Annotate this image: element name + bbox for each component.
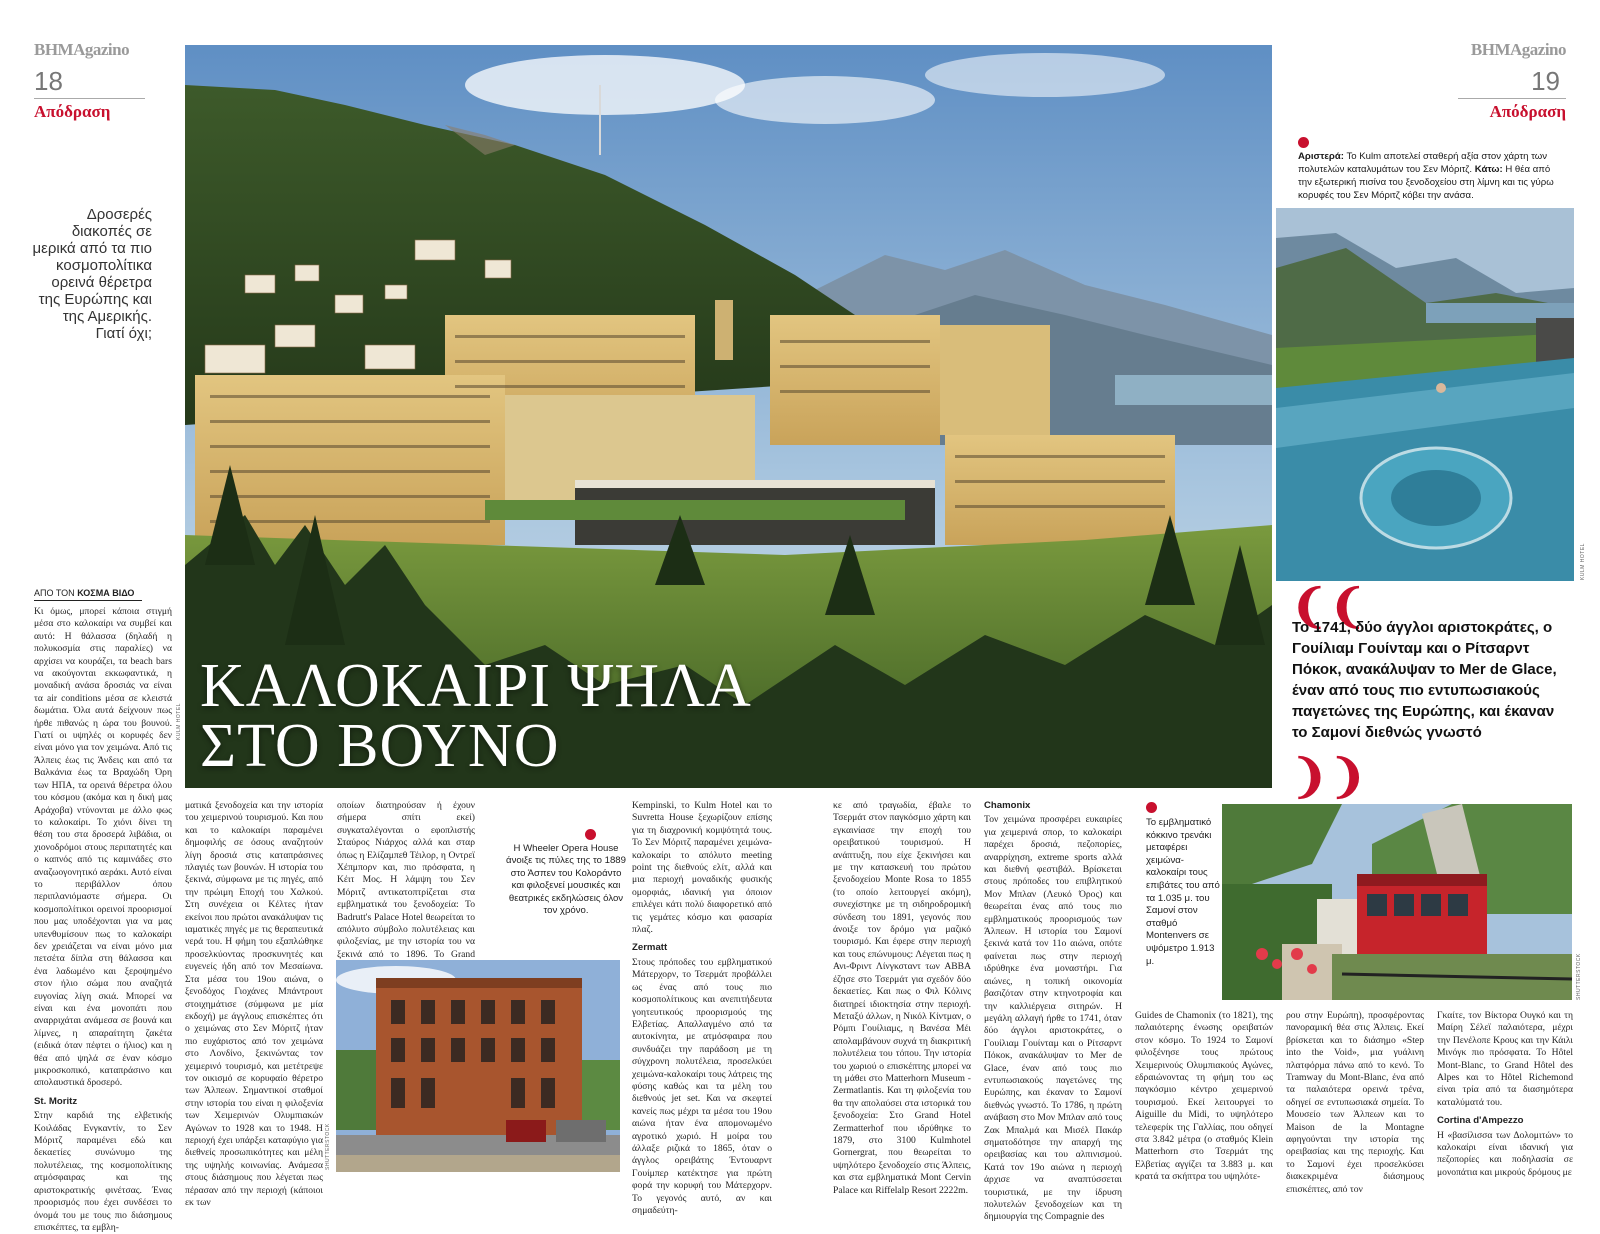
header-rule-left [34, 98, 145, 99]
pool-photo [1276, 208, 1574, 581]
body-column-5 [833, 800, 971, 1194]
quote-open-mark: ❨❨ [1290, 581, 1368, 632]
body-paragraph: Kempinski, το Kulm Hotel και το Suvretta House ξεχωρίζουν επίσης για τη διαχρονική κομψότητά τους. Το Σεν Μόριτζ παραμένει χειμώνα-καλοκαίρι το απόλυτο meeting point της διεθνούς ελίτ, αλλά και μια περιοχή μοναδικής φυσικής ομορφιάς, ιδανική για όποιον επιλέγει κάτι πολύ διαφορετικό από τις γεμάτες κόσμο και φασαρία πλαζ. [632, 800, 772, 936]
headline-line-2: ΣΤΟ ΒΟΥΝΟ [200, 712, 560, 780]
body-column-3 [337, 800, 475, 960]
caption-bullet-train [1146, 802, 1157, 813]
subhead-chamonix: Chamonix [984, 800, 1031, 811]
caption-pool [1298, 150, 1560, 202]
page-number-right: 19 [1531, 66, 1560, 96]
body-paragraph: Κι όμως, μπορεί κάποια στιγμή μέσα στο καλοκαίρι να συμβεί και αυτό: Η θάλασσα (δηλαδή η πολυκοσμία στις παραλίες) να αρχίσει να κουράζει, τα beach bars να ακούγονται εκκωφαντικά, η μοναδική ανάσα δροσιάς να είναι τα air conditions μέσα σε κλειστά δωμάτια. Όλα αυτά δείχνουν πως ήρθε πιθανώς η ώρα του βουνού. Γιατί οι υψηλές οι κορυφές δεν είναι μόνο για τον χειμώνα. Από τις Άλπεις έως τις Άνδεις και από τα Βαλκάνια έως τα Βραχώδη Όρη των ΗΠΑ, τα ορεινά θέρετρα όλου του κόσμου (ακόμα και η δική μας Αράχοβα) ντύνονται με άλλο φως το καλοκαίρι. Το χιόνι δίνει τη θέση του στα δροσερά λιβάδια, οι χιονοδρόμοι στους περιπατητές και ο καπνός από τις καμινάδες στο αναζωογονητικό αεράκι. Αυτό είναι το περιβάλλον όπου περιπλανιόμαστε σήμερα. Οι κοσμοπολίτικοι ορεινοί προορισμοί που μας υποδέχονται για να μας υπενθυμίσουν πως το καλοκαίρι δεν χρειάζεται να είναι μόνο μια πετσέτα δίπλα στη θάλασσα και ένα λαδωμένο και ξεροψημένο στον ήλιο σώμα που αναζητά ευγονίας λίγη σκιά. Μπορεί να είναι και ένα μονοπάτι που αναρριχάται ανάμεσα σε βουνά και λίμνες, η απαραίτητη ζακέτα (ειδικά όταν πέφτει ο ήλιος) και η θέα από ψηλά σε έναν κόσμο μικροσκοπικό, καταπράσινο και απολαυστικά δροσερό. [34, 606, 172, 1089]
caption-train: Το εμβληματικό κόκκινο τρενάκι μεταφέρει χειμώνα-καλοκαίρι τους επιβάτες του από τα 1.035 μ. του Σαμονί στον σταθμό Montenvers σε υψόμετρο 1.913 μ. [1146, 817, 1220, 967]
train-photo [1222, 804, 1572, 1000]
subhead-zermatt: Zermatt [632, 942, 668, 954]
section-label-right: Απόδραση [1489, 102, 1566, 121]
caption-bullet-opera [585, 829, 596, 840]
body-column-8 [1286, 1010, 1424, 1194]
body-column-6 [984, 800, 1122, 1223]
caption-pool-text-left: Το Kulm αποτελεί σταθερή αξία στον χάρτη των πολυτελών καταλυμάτων του Σεν Μόριτζ. [1298, 151, 1548, 175]
caption-bullet-pool [1298, 137, 1309, 148]
body-paragraph: Στην καρδιά της ελβετικής Κοιλάδας Ενγκαντίν, το Σεν Μόριτζ παραμένει εδώ και δεκαετίες συνώνυμο της πολυτέλειας, της κοσμοπολίτικης ατμόσφαιρας και της αριστοκρατικής φινέτσας. Ένας προορισμός που έχει συνδέσει το όνομά του με τους πιο διάσημους επισκέπτες, τα εμβλη- [34, 1110, 172, 1233]
caption-pool-label-left: Αριστερά: [1298, 151, 1344, 162]
page-number-left: 18 [34, 66, 63, 96]
body-paragraph: ρου στην Ευρώπη), προσφέροντας πανοραμική θέα στις Άλπεις. Εκεί βρίσκεται και το διάσημο «Step into the Void», μια γυάλινη πλατφόρμα πάνω από το κενό. Το Tramway du Mont-Blanc, ένα από τα παλαιότερα ορεινά τρένα, οδηγεί σε εντυπωσιακά σημεία. Το Μουσείο των Άλπεων και το Maison de la Montagne αφηγούνται την ιστορία της ορειβασίας και της περιοχής. Και το Σαμονί έχει προσελκύσει διακεκριμένα διάσημους επισκέπτες, από τον [1286, 1010, 1424, 1195]
body-paragraph: Guides de Chamonix (το 1821), της παλαιότερης ένωσης ορειβατών στον κόσμο. Το 1924 το Σαμονί φιλοξένησε τους πρώτους Χειμερινούς Ολυμπιακούς Αγώνες, εδραιώνοντας τη φήμη του ως παγκόσμιο κέντρο χειμερινού τουρισμού. Εκεί λειτουργεί το Aiguille du Midi, το υψηλότερο τελεφερίκ της Γαλλίας, που οδηγεί στα 3.842 μέτρα (ο σταθμός Klein Matterhorn στο Τσερμάτ της Ελβετίας αγγίζει τα 3.883 μ. και κρατά τα σκήπτρα του υψηλότε- [1135, 1010, 1273, 1183]
magazine-brand-left: ΒΗΜΑgazino [34, 40, 130, 59]
magazine-brand-right: ΒΗΜΑgazino [1470, 40, 1566, 59]
header-rule-right [1458, 98, 1566, 99]
byline [34, 588, 142, 601]
caption-opera: Η Wheeler Opera House άνοιξε τις πύλες της το 1889 στο Άσπεν του Κολοράντο και φιλοξενεί μουσικές και θεατρικές εκδηλώσεις όλον τον χρόνο. [506, 843, 626, 917]
body-column-2 [185, 800, 323, 1208]
body-paragraph: ματικά ξενοδοχεία και την ιστορία του χειμερινού τουρισμού. Και που και το καλοκαίρι παραμένει δημοφιλής σε όσους αναζητούν λίγη δροσιά στις καταπράσινες πλαγιές των βουνών. Η ιστορία του ξεκινά, σύμφωνα με τις πηγές, από την πρώιμη Εποχή του Χαλκού. Στη συνέχεια οι Κέλτες ήταν εκείνοι που πρώτοι ανακάλυψαν τις ιαματικές πηγές με τις θεραπευτικά νερά του. Η φήμη του εξαπλώθηκε προσελκύοντας προσκυνητές και ευγενείς ήδη από τον Μεσαίωνα. Στα μέσα του 19ου αιώνα, ο ξενοδόχος Γιοχάνες Μπάντρουτ στοιχημάτισε (σύμφωνα με μία εκδοχή) με άγγλους επισκέπτες ότι ο χειμώνας στο Σεν Μόριτζ ήταν πιο ευχάριστος από τον χειμώνα στο Λονδίνο, ξεκινώντας τον χειμερινό τουρισμό, και μετέτρεψε τον οικισμό σε κορυφαίο θέρετρο των Άλπεων. Σημαντικοί σταθμοί στην ιστορία του είναι η φιλοξενία των Χειμερινών Ολυμπιακών Αγώνων το 1928 και το 1948. Η περιοχή έχει υπάρξει καταφύγιο για διεθνείς προσωπικότητες και μέλη της υψηλής κοινωνίας. Ανάμεσα στους διάσημους που λέγεται πως πέρασαν από την περιοχή (κάποιοι εκ των [185, 800, 323, 1208]
body-paragraph: κε από τραγωδία, έβαλε το Τσερμάτ στον παγκόσμιο χάρτη και εγκαινίασε την εποχή του ορειβατικού τουρισμού. Η ανάπτυξη, που είχε ξεκινήσει και με την κατασκευή του πρώτου ξενοδοχείου Monte Rosa το 1855 (το οποίο λειτουργεί ακόμη), συνεχίστηκε με τη σιδηροδρομική σύνδεση του 1891, γεγονός που άνοιξε τον δρόμο για μαζικό τουρισμό. Και έφερε στην περιοχή και τους επώνυμους: Λέγεται πως η Ανι-Φριντ Λίνγκσταντ των ABBA έζησε στο Τσερμάτ για σχεδόν δύο δεκαετίες. Και πως ο Φιλ Κόλινς διατηρεί ιδιοκτησία στην περιοχή. Μεταξύ άλλων, η Νικόλ Κίντμαν, ο Ρόμπι Γουίλιαμς, η Βανέσα Μέι απολαμβάνουν συχνά τη διακριτική πολυτέλεια του τόπου. Την ιστορία του χωριού ο επισκέπτης μπορεί να τη μάθει στο Matterhorn Museum - Zermatlantis. Και τη φιλοξενία του θα την απολαύσει στα ιστορικά του ξενοδοχεία: Στο Grand Hotel Zermatterhof που ιδρύθηκε το 1879, στο 3100 Kulmhotel Gornergrat, που θεωρείται το υψηλότερο ξενοδοχείο στις Άλπεις, και στα εμβληματικά Mont Cervin Palace και Riffelalp Resort 2222m. [833, 800, 971, 1196]
headline-line-1: ΚΑΛΟΚΑΙΡΙ ΨΗΛΑ [200, 652, 752, 720]
caption-pool-text-down: Η θέα από την εξωτερική πισίνα του ξενοδοχείου στη λίμνη και τις γύρω κορυφές του Σεν Μόριτζ κόβει την ανάσα. [1298, 164, 1554, 201]
caption-pool-label-down: Κάτω: [1472, 164, 1503, 175]
photo-credit-opera: SHUTTERSTOCK [325, 1123, 331, 1170]
body-paragraph: Η «βασίλισσα των Δολομιτών» το καλοκαίρι είναι ιδανική για πεζοπορίες και ποδηλασία σε μονοπάτια και μικρούς δρόμους με [1437, 1129, 1573, 1178]
photo-credit-pool: KULM HOTEL [1580, 543, 1586, 580]
photo-credit-hero: KULM HOTEL [176, 703, 182, 740]
quote-close-mark: ❩❩ [1290, 751, 1368, 802]
body-paragraph: οποίων διατηρούσαν ή έχουν σήμερα σπίτι εκεί) συγκαταλέγονται ο εφοπλιστής Σταύρος Νιάρχος αλλά και σταρ όπως η Ελίζαμπεθ Τέιλορ, η Οντρεϊ Χέπμπορν και, πιο πρόσφατα, η Κέιτ Μος. Η λάμψη του Σεν Μόριτζ αντικατοπτρίζεται στα εμβληματικά του ξενοδοχεία: Το Badrutt's Palace Hotel θεωρείται το απόλυτο σύμβολο πολυτέλειας και φιλοξενίας, με την ιστορία του να ξεκινά από το 1896. Το Grand [337, 800, 475, 960]
body-column-4 [632, 800, 772, 1216]
body-column-9 [1437, 1010, 1573, 1194]
photo-credit-train: SHUTTERSTOCK [1576, 953, 1582, 1000]
body-paragraph: Γκαίτε, τον Βίκτορα Ουγκό και τη Μαίρη Σέλεϊ παλαιότερα, μέχρι την Πενέλοπε Κρους και την Κάιλι Μινόγκ πιο πρόσφατα. Το Hôtel Mont-Blanc, το Grand Hôtel des Alpes και το Hôtel Richemond είναι τρία από τα διασημότερα καταλύματά του. [1437, 1010, 1573, 1108]
body-paragraph: Τον χειμώνα προσφέρει ευκαιρίες για χειμερινά σπορ, το καλοκαίρι παρέχει δροσιά, πεζοπορίες, αναρρίχηση, extreme sports αλλά και διεθνή φεστιβάλ. Βρίσκεται στους πρόποδες του επιβλητικού Μον Μπλαν (Λευκό Όρος) και θεωρείται ένας από τους πιο εμβληματικούς προορισμούς των Άλπεων. Η ιστορία του Σαμονί ξεκινά κατά τον 11ο αιώνα, οπότε φαίνεται πως στην περιοχή ιδρύθηκε ένα μοναστήρι. Για αιώνες, η τοπική οικονομία βασιζόταν στην κτηνοτροφία και την καλλιέργεια σιτηρών. Η μεγάλη αλλαγή ήρθε το 1741, όταν δύο άγγλοι αριστοκράτες, ο Γουίλιαμ Γουίνταμ και ο Ρίτσαρντ Πόκοκ, ανακάλυψαν το Mer de Glace, έναν από τους πιο εντυπωσιακούς παγετώνες της Ευρώπης, και έκαναν το Σαμονί διεθνώς γνωστό. Το 1786, η πρώτη ανάβαση στο Μον Μπλαν από τους Ζακ Μπαλμά και Μισέλ Πακάρ σηματοδότησε την απαρχή της ορειβασίας και του αλπινισμού. Κατά τον 19ο αιώνα η περιοχή άρχισε να αναπτύσσεται τουριστικά, με την ίδρυση πολυτελών ξενοδοχείων και τη δημιουργία της Compagnie des [984, 814, 1122, 1223]
body-paragraph: Στους πρόποδες του εμβληματικού Μάτερχορν, το Τσερμάτ προβάλλει ως ένας από τους πιο κοσμοπολίτικους και ανεπιτήδευτα γοητευτικούς προορισμούς της Ελβετίας. Απαλλαγμένο από τα αυτοκίνητα, με ατμόσφαιρα που συνδυάζει την παράδοση με τη σύγχρονη πολυτέλεια, προσελκύει χειμώνα-καλοκαίρι τους λάτρεις της φύσης καθώς και τα μέλη του διεθνούς jet set. Και να σκεφτεί κανείς πως μέχρι τα μέσα του 19ου αιώνα ήταν ένα απομονωμένο αγροτικό χωριό. Η μοίρα του άλλαξε ριζικά το 1865, όταν ο άγγλος ορειβάτης Έντουαρντ Γουίμπερ κατέκτησε για πρώτη φορά την κορυφή του Μάτερχορν. Το γεγονός αυτό, αν και σημαδεύτη- [632, 956, 772, 1216]
article-deck: Δροσερές διακοπές σε μερικά από τα πιο κοσμοπολίτικα ορεινά θέρετρα της Ευρώπης και της Αμερικής. Γιατί όχι; [32, 206, 152, 342]
subhead-cortina: Cortina d'Ampezzo [1437, 1115, 1524, 1127]
body-column-7 [1135, 1010, 1273, 1194]
body-column-1 [34, 606, 172, 1233]
opera-house-photo [336, 960, 620, 1172]
byline-prefix: ΑΠΟ ΤΟΝ [34, 588, 75, 598]
article-headline [200, 652, 752, 780]
subhead-st-moritz: St. Moritz [34, 1095, 78, 1107]
pull-quote: Το 1741, δύο άγγλοι αριστοκράτες, ο Γουίλιαμ Γουίνταμ και ο Ρίτσαρντ Πόκοκ, ανακάλυψαν το Mer de Glace, έναν από τους πιο εντυπωσιακούς παγετώνες της Ευρώπης, και έκαναν το Σαμονί διεθνώς γνωστό [1292, 619, 1557, 741]
section-label-left: Απόδραση [34, 102, 111, 121]
byline-author: ΚΟΣΜΑ ΒΙΔΟ [77, 588, 135, 598]
